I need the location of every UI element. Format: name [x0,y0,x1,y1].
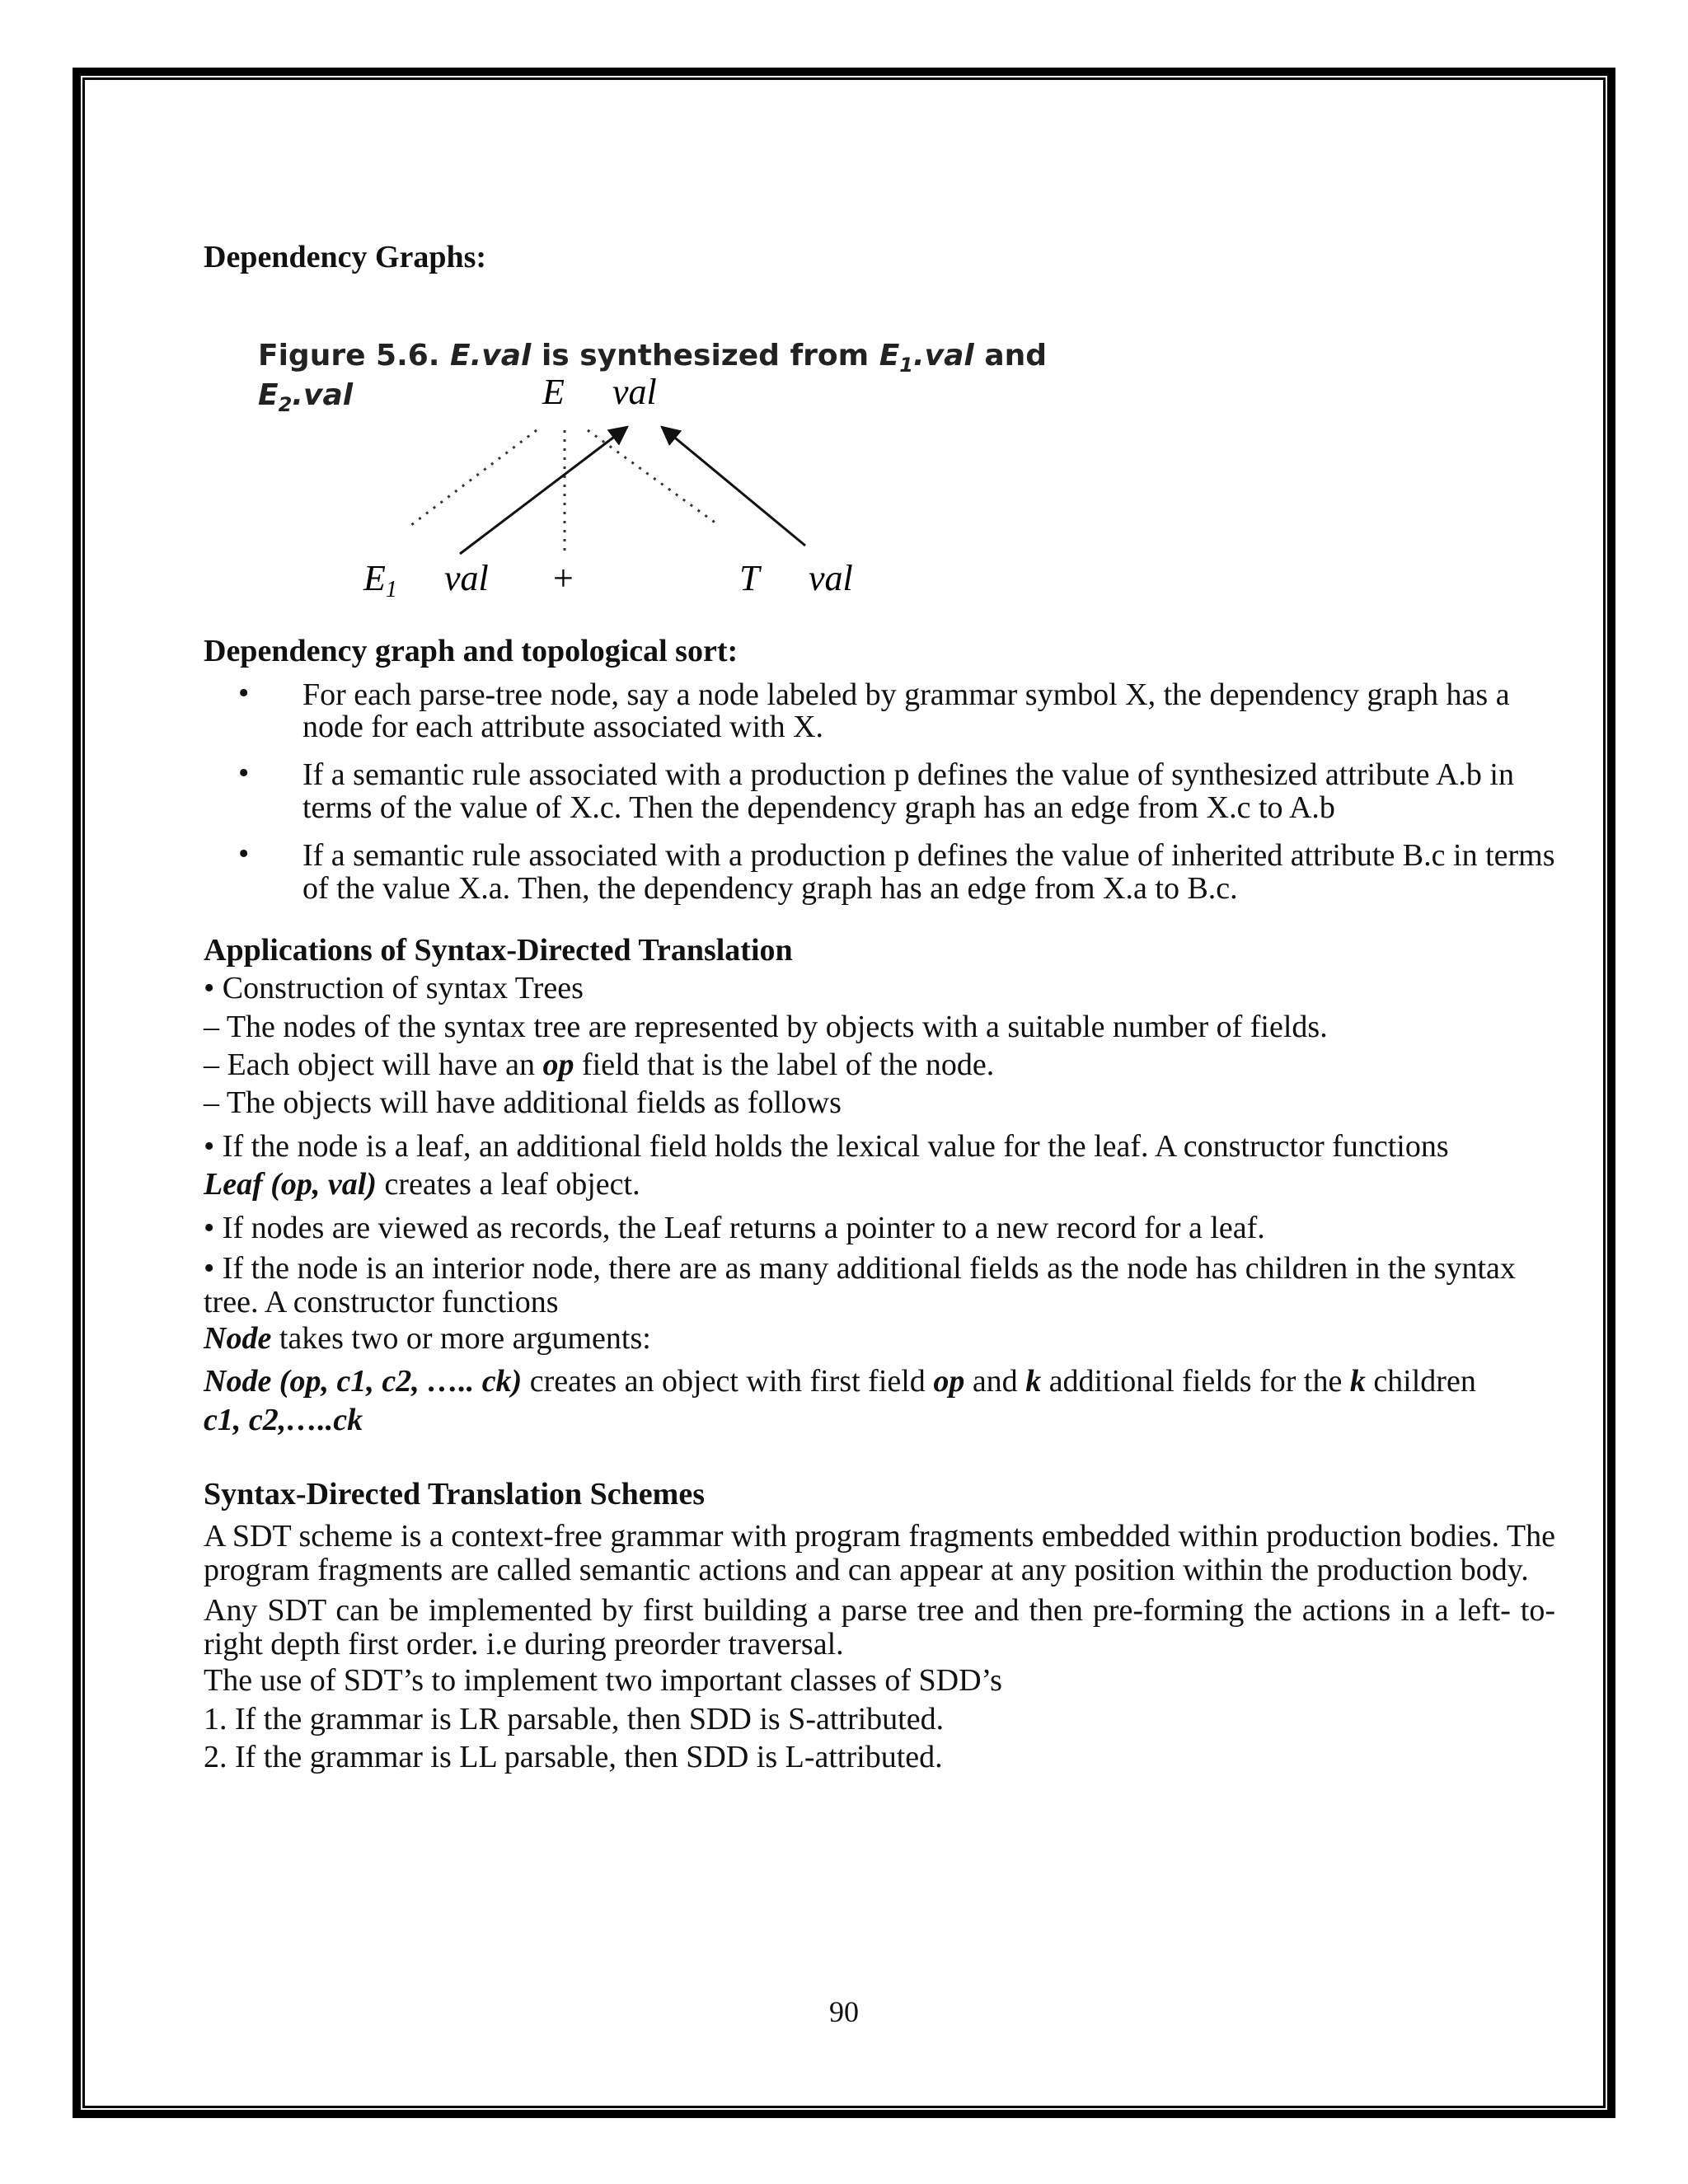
bullet-item: • For each parse-tree node, say a node labeled by grammar symbol X, the dependency graph has a node for each attribute associated with X. [204,679,1555,745]
dotted-edge-e-t [588,430,720,526]
dotted-edge-e-e1 [408,430,537,527]
text-line: Node takes two or more arguments: [204,1320,651,1356]
section-dependency-topological [204,633,1555,921]
arrow-e1val-to-eval [460,427,627,554]
text-line: – The objects will have additional fields as follows [204,1085,842,1121]
caption-mid: is synthesized from [541,339,870,373]
node-e: E [542,372,565,412]
paragraph: A SDT scheme is a context-free grammar with program fragments embedded within production bodies. The program fragments are called semantic actions and can appear at any position within the production body. [204,1519,1555,1588]
caption-val2: .val [292,377,354,412]
bullet-item: • If a semantic rule associated with a production p defines the value of synthesized attribute A.b in terms of the value of X.c. Then the dependency graph has an edge from X.c to A.b [204,759,1555,825]
caption-e1: E [879,339,900,373]
text-line: Leaf (op, val) creates a leaf object. [204,1167,640,1202]
node-e1: E1 [363,558,397,602]
text-line: c1, c2,…..ck [204,1402,363,1437]
heading-applications: Applications of Syntax-Directed Translation [204,933,793,968]
text-line: Node (op, c1, c2, ….. ck) creates an object with first field op and k additional fields for the k children [204,1364,1476,1399]
text-line: 2. If the grammar is LL parsable, then SDD is L-attributed. [204,1740,943,1775]
node-t: T [739,558,760,598]
page-number: 90 [829,1995,859,2028]
text-line: – The nodes of the syntax tree are represented by objects with a suitable number of fields. [204,1009,1328,1044]
node-plus: + [553,558,574,598]
arrow-tval-to-eval [662,427,805,546]
caption-e-val: E.val [450,339,532,373]
heading-topological-sort: Dependency graph and topological sort: [204,634,738,668]
caption-and: and [984,339,1048,373]
bullet-item: • If a semantic rule associated with a production p defines the value of inherited attribute B.c in terms of the value X.a. Then, the dependency graph has an edge from X.a to B.c. [204,840,1555,906]
caption-e2: E [258,377,279,412]
section-sdt-schemes [204,1475,1555,1777]
text-line: – Each object will have an op field that is the label of the node. [204,1047,995,1083]
paragraph: Any SDT can be implemented by first building a parse tree and then pre-forming the actions in a left- to-right depth first order. i.e during preorder traversal. [204,1593,1555,1662]
node-e1-val: val [444,558,489,598]
text-line: 1. If the grammar is LR parsable, then SDD is S-attributed. [204,1701,945,1736]
caption-val1: .val [912,339,974,373]
heading-sdt-schemes: Syntax-Directed Translation Schemes [204,1477,705,1511]
bullet-list [204,679,1555,906]
caption-e1-sub: 1 [899,354,913,377]
caption-e2-sub: 2 [278,393,293,417]
caption-prefix: Figure 5.6. [258,339,440,373]
text-line: • If nodes are viewed as records, the Leaf returns a pointer to a new record for a leaf. [204,1210,1265,1245]
section-applications-sdt [204,931,1555,1439]
text-line: • If the node is a leaf, an additional field holds the lexical value for the leaf. A constructor functions [204,1128,1449,1164]
text-line: The use of SDT’s to implement two important classes of SDD’s [204,1663,1002,1699]
text-line: • If the node is an interior node, there are as many additional fields as the node has children in the syntax tree. A constructor functions [204,1250,1516,1319]
heading-dependency-graphs: Dependency Graphs: [204,240,487,274]
node-t-val: val [809,558,853,598]
text-line: • Construction of syntax Trees [204,971,584,1006]
node-e-val: val [612,372,657,412]
